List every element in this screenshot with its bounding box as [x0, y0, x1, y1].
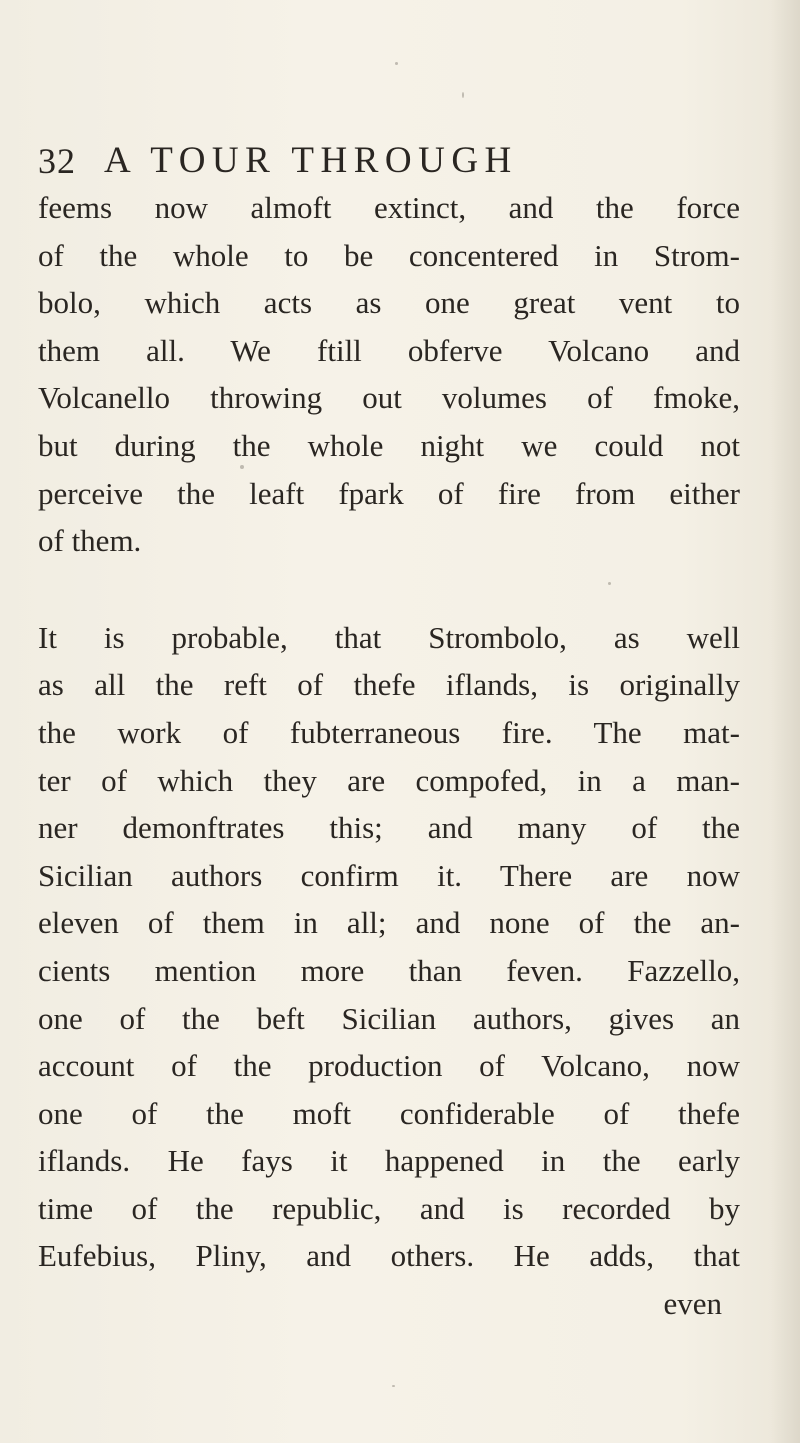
text-line: ter of which they are compofed, in a man- — [38, 762, 740, 798]
text-line: Volcanello throwing out volumes of fmoke, — [38, 380, 740, 416]
text-line: bolo, which acts as one great vent to — [38, 285, 740, 321]
text-line: ner demonftrates this; and many of the — [38, 810, 740, 846]
text-line: time of the republic, and is recorded by — [38, 1190, 740, 1226]
text-line: of them. — [38, 523, 142, 559]
text-line: iflands. He fays it happened in the early — [38, 1143, 740, 1179]
text-line: Sicilian authors confirm it. There are now — [38, 857, 740, 893]
text-line: one of the moft confiderable of thefe — [38, 1095, 740, 1131]
paper-speck — [392, 1385, 395, 1387]
text-line: of the whole to be concentered in Strom- — [38, 237, 740, 273]
text-line: as all the reft of thefe iflands, is originally — [38, 667, 740, 703]
text-line: the work of fubterraneous fire. The mat- — [38, 714, 740, 750]
page-header — [38, 136, 738, 186]
paragraph-gap — [38, 565, 740, 614]
page-number: 32 — [38, 141, 76, 181]
text-line: account of the production of Volcano, now — [38, 1048, 740, 1084]
catchword: even — [663, 1286, 722, 1322]
paper-speck — [240, 465, 244, 469]
text-line: perceive the leaft fpark of fire from either — [38, 475, 740, 511]
paragraph-1 — [38, 184, 740, 565]
text-line: cients mention more than feven. Fazzello, — [38, 952, 740, 988]
paper-speck — [395, 62, 398, 65]
paper-speck — [608, 582, 611, 585]
text-line: but during the whole night we could not — [38, 427, 740, 463]
paper-speck — [462, 92, 464, 98]
text-line: one of the beft Sicilian authors, gives an — [38, 1000, 740, 1036]
running-head: A TOUR THROUGH — [104, 140, 518, 181]
text-line: It is probable, that Strombolo, as well — [38, 619, 740, 655]
text-line: eleven of them in all; and none of the an- — [38, 905, 740, 941]
paragraph-2 — [38, 614, 740, 1328]
body-text — [38, 184, 740, 1328]
text-line: feems now almoft extinct, and the force — [38, 190, 740, 225]
page-edge-shadow — [770, 0, 800, 1443]
text-line: Eufebius, Pliny, and others. He adds, that — [38, 1238, 740, 1274]
text-line: them all. We ftill obferve Volcano and — [38, 332, 740, 368]
